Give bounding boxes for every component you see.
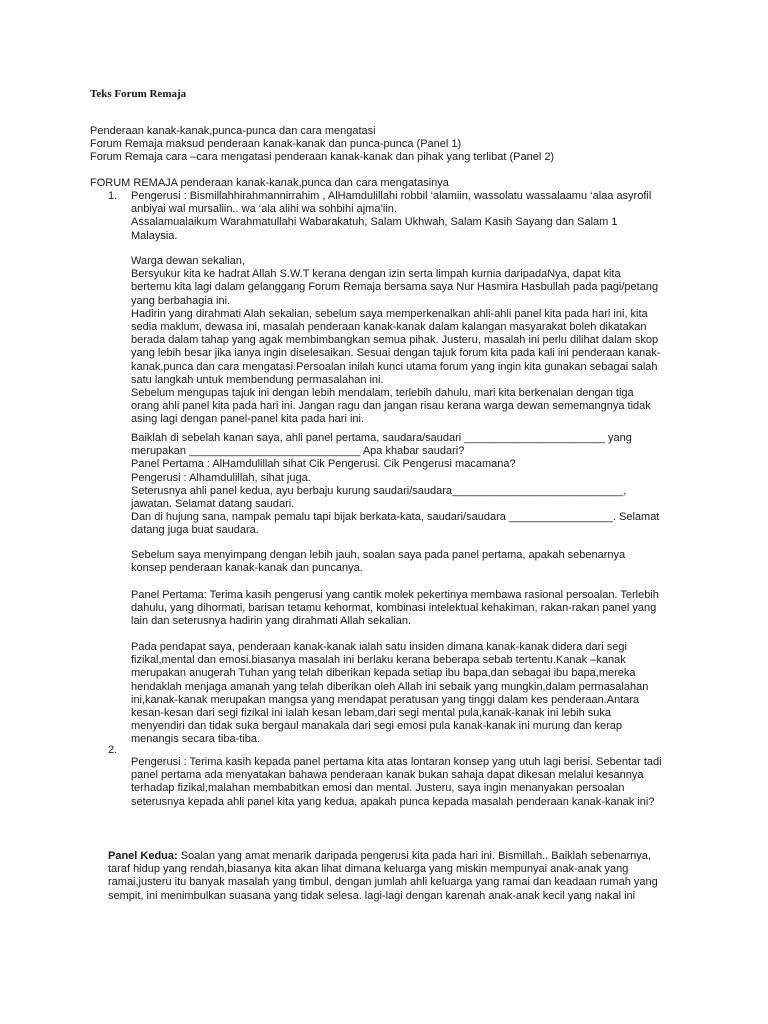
panel-kedua-text: Soalan yang amat menarik daripada pengerusi kita pada hari ini. Bismillah.. Baiklah sebenarnya, taraf hidup yang rendah,biasanya kita akan lihat dimana keluarga yang miskin mempunyai anak-anak yang ramai,justeru itu banyak masalah yang timbul, dengan jumlah ahli keluarga yang ramai dan keadaan rumah yang sempit, ini menimbulkan suasana yang tidak selesa. lagi-lagi dengan karenah anak-anak kecil yang nakal ini (108, 850, 658, 902)
item-1-panel1-answer: Pada pendapat saya, penderaan kanak-kanak ialah satu insiden dimana kanak-kanak didera dari segi fizikal,mental dan emosi.biasanya masalah ini berlaku kerana beberapa sebab tertentu.Kanak –kanak merupakan anugerah Tuhan yang telah diberikan kepada setiap ibu bapa,dan sebagai ibu bapa,mereka hendaklah menjaga amanah yang telah diberikan oleh Allah ini sebaik yang mungkin,dalam permasalahan ini,kanak-kanak merupakan mangsa yang mendapat peratusan yang tinggi dalam kes penderaan.Antara kesan-kesan dari segi fizikal ini ialah kesan lebam,dari segi mental pula,kanak-kanak ini lebih suka menyendiri dan tidak suka bergaul manakala dari segi emosi pula kanak-kanak ini murung dan kerap menangis secara tiba-tiba. (131, 641, 649, 746)
intro-line-3: Forum Remaja cara –cara mengatasi penderaan kanak-kanak dan pihak yang terlibat (Panel 2) (90, 151, 555, 163)
item-1-panel-intros: Baiklah di sebelah kanan saya, ahli panel pertama, saudara/saudari _______________________ yang merupakan ____________________________ Apa khabar saudari? Panel Pertama : AlHamdulillah sihat Cik Pengerusi. Cik Pengerusi macamana? Pengerusi : Alhamdulillah, sihat juga. Seterusnya ahli panel kedua, ayu berbaju kurung saudari/saudara____________________________, jawatan. Selamat datang saudari. Dan di hujung sana, nampak pemalu tapi bijak berkata-kata, saudari/saudara _________________. Selamat datang juga buat saudara. (131, 432, 660, 537)
intro-line-2: Forum Remaja maksud penderaan kanak-kanak dan punca-punca (Panel 1) (90, 138, 462, 150)
item-1-panel1-thanks: Panel Pertama: Terima kasih pengerusi yang cantik molek pekertinya membawa rasional persoalan. Terlebih dahulu, yang dihormati, barisan tetamu kehormat, kombinasi intelektual kehakiman, rakan-rakan panel yang lain dan seterusnya hadirin yang dirahmati Allah sekalian. (131, 589, 659, 628)
item-1-number: 1. (108, 190, 118, 202)
item-2-number: 2. (108, 744, 118, 756)
panel-kedua-answer (108, 850, 658, 903)
item-2-text: Pengerusi : Terima kasih kepada panel pertama kita atas lontaran konsep yang utuh lagi berisi. Sebentar tadi panel pertama ada menyatakan bahawa penderaan kanak bukan sahaja dapat dikesan melalui kesannya terhadap fizikal,malahan membabitkan emosi dan mental. Justeru, saya ingin menanyakan persoalan seterusnya kepada ahli panel kita yang kedua, apakah punca kepada masalah penderaan kanak-kanak ini? (131, 756, 662, 808)
intro-line-1: Penderaan kanak-kanak,punca-punca dan cara mengatasi (90, 125, 376, 137)
forum-heading: FORUM REMAJA penderaan kanak-kanak,punca dan cara mengatasinya (90, 177, 449, 189)
item-1-opening: Pengerusi : Bismillahhirahmannirrahim , AlHamdulillahi robbil ‘alamiin, wassolatu wassalaamu ‘alaa asyrofil anbiyai wal mursaliin.. wa ‘ala alihi wa sohbihi ajma’iin. Assalamualaikum Warahmatullahi Wabarakatuh, Salam Ukhwah, Salam Kasih Sayang dan Salam 1 Malaysia. (131, 190, 652, 242)
item-1-welcome: Warga dewan sekalian, Bersyukur kita ke hadrat Allah S.W.T kerana dengan izin serta limpah kurnia daripadaNya, dapat kita bertemu kita lagi dalam gelanggang Forum Remaja bersama saya Nur Hasmira Hasbullah pada pagi/petang yang berbahagia ini. Hadirin yang dirahmati Alah sekalian, sebelum saya memperkenalkan ahli-ahli panel kita pada hari ini, kita sedia maklum, dewasa ini, masalah penderaan kanak-kanak dalam kalangan masyarakat boleh dikatakan berada dalam tahap yang agak membimbangkan semua pihak. Justeru, masalah ini perlu dilihat dalam skop yang lebih besar jika ianya ingin diselesaikan. Sesuai dengan tajuk forum kita pada kali ini penderaan kanak- kanak,punca dan cara mengatasi.Persoalan inilah kunci utama forum yang ingin kita gunakan sebagai salah satu langkah untuk membendung permasalahan ini. Sebelum mengupas tajuk ini dengan lebih mendalam, terlebih dahulu, mari kita berkenalan dengan tiga orang ahli panel kita pada hari ini. Jangan ragu dan jangan risau kerana warga dewan sememangnya tidak asing lagi dengan panel-panel kita pada hari ini. (131, 255, 661, 426)
item-1-question: Sebelum saya menyimpang dengan lebih jauh, soalan saya pada panel pertama, apakah sebenarnya konsep penderaan kanak-kanak dan puncanya. (131, 549, 626, 575)
document-title: Teks Forum Remaja (90, 88, 187, 100)
panel-kedua-label: Panel Kedua: (108, 850, 178, 862)
